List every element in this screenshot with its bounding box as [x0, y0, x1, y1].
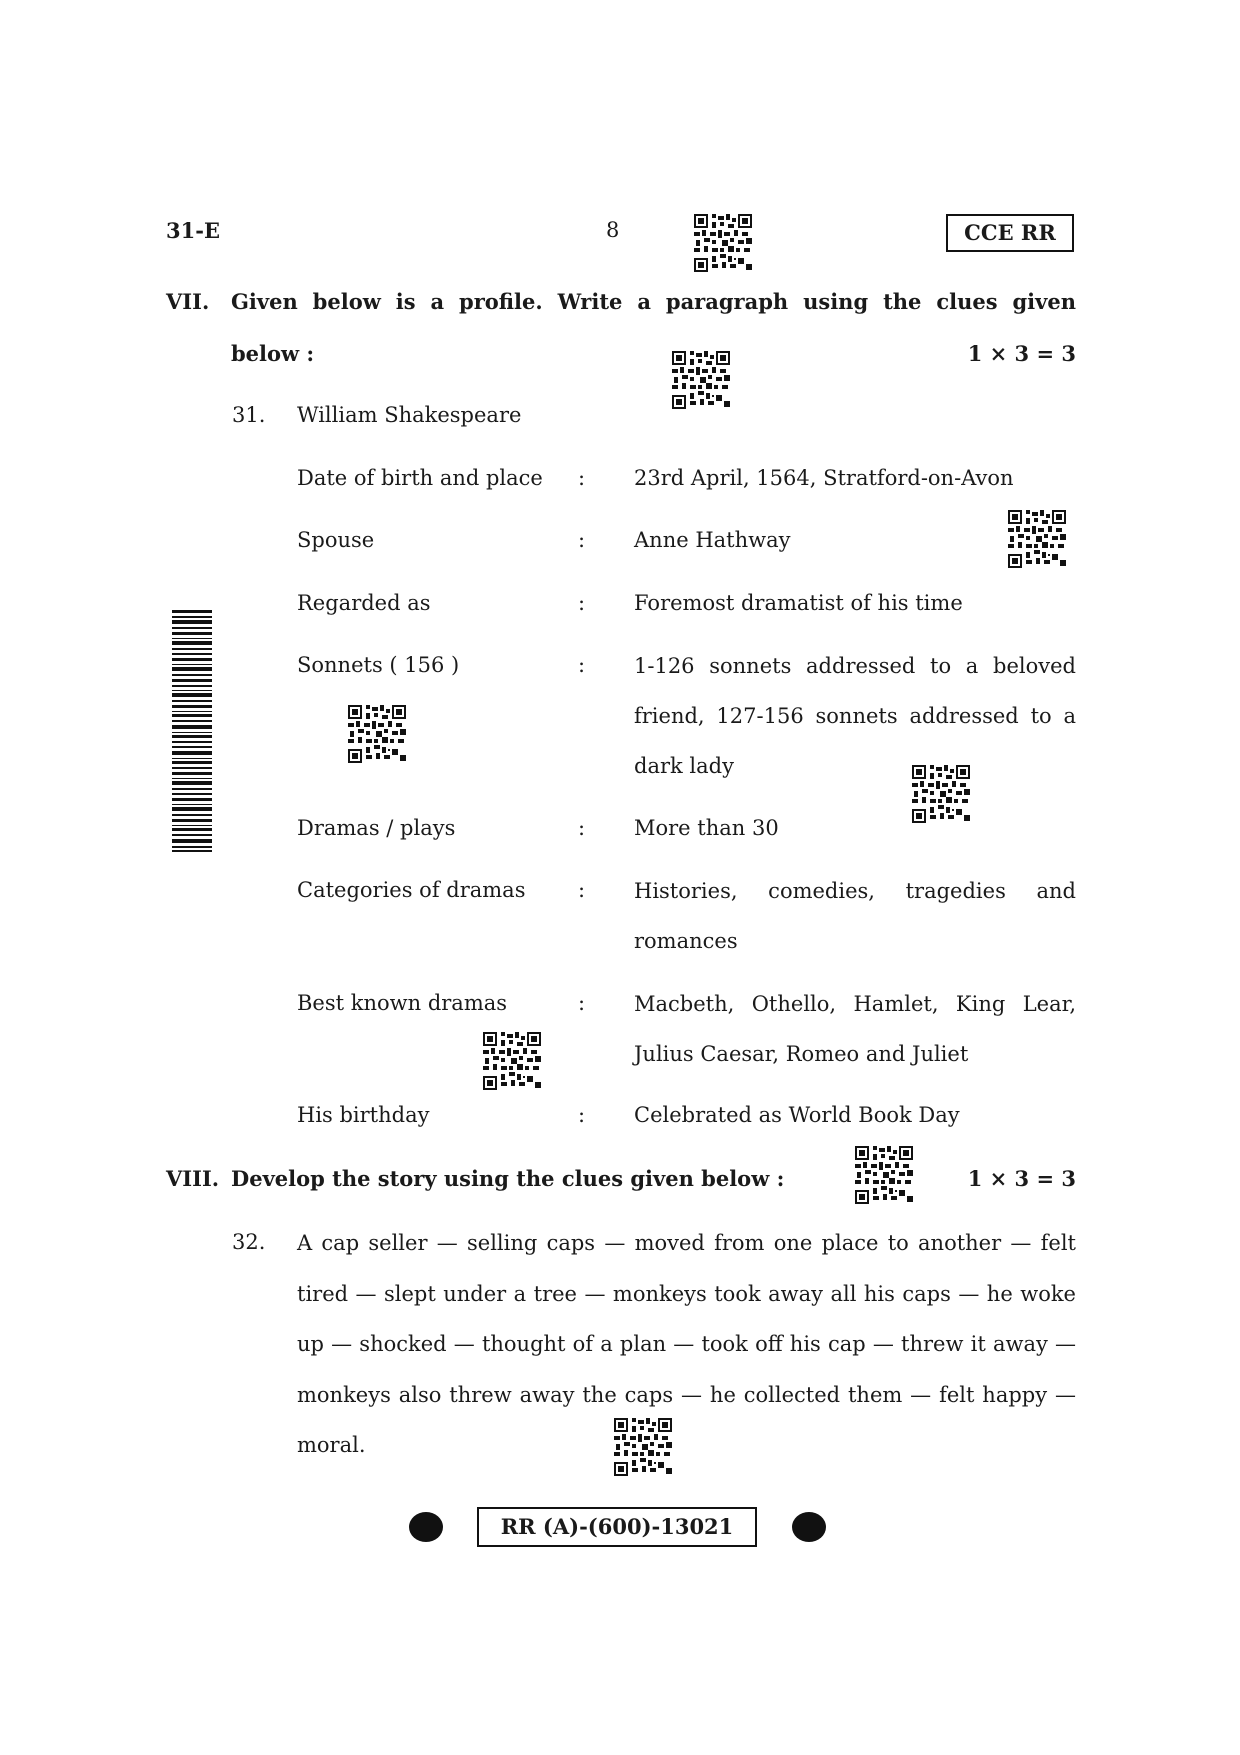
profile-label-birthday: His birthday: [297, 1103, 430, 1127]
section-7-instruction: Given below is a profile. Write a paragraph using the clues given: [231, 289, 1076, 314]
profile-label-regarded: Regarded as: [297, 591, 431, 615]
profile-label-birth: Date of birth and place: [297, 466, 543, 490]
qr-code-icon: [855, 1146, 913, 1204]
question-32-story-clues: A cap seller — selling caps — moved from one place to another — felt tired — slept under a tree — monkeys took away all his caps — he woke up — shocked — thought of a plan — took off his cap — threw it away — monkeys also threw away the caps — he collected them — felt happy — moral.: [297, 1231, 1076, 1457]
question-31-number: 31.: [232, 403, 266, 427]
profile-colon: :: [578, 653, 586, 677]
qr-code-icon: [672, 351, 730, 409]
profile-colon: :: [578, 466, 586, 490]
profile-colon: :: [578, 1103, 586, 1127]
profile-colon: :: [578, 991, 586, 1015]
section-7-numeral: VII.: [166, 289, 210, 314]
barcode-icon: [172, 610, 212, 852]
footer-code-box: RR (A)-(600)-13021: [477, 1507, 757, 1547]
profile-label-dramas: Dramas / plays: [297, 816, 456, 840]
series-box: CCE RR: [946, 214, 1074, 252]
profile-colon: :: [578, 591, 586, 615]
question-32-number: 32.: [232, 1230, 266, 1254]
profile-label-categories: Categories of dramas: [297, 878, 526, 902]
profile-value-best-known: Macbeth, Othello, Hamlet, King Lear, Julius Caesar, Romeo and Juliet: [634, 992, 1076, 1066]
section-8-marks: 1 × 3 = 3: [967, 1166, 1076, 1191]
question-31-title: William Shakespeare: [297, 403, 522, 427]
profile-colon: :: [578, 816, 586, 840]
qr-code-icon: [348, 705, 406, 763]
profile-label-spouse: Spouse: [297, 528, 375, 552]
profile-value-regarded: Foremost dramatist of his time: [634, 591, 963, 615]
profile-label-best-known: Best known dramas: [297, 991, 508, 1015]
section-8-instruction: Develop the story using the clues given below :: [231, 1166, 785, 1191]
profile-label-sonnets: Sonnets ( 156 ): [297, 653, 460, 677]
qr-code-icon: [483, 1032, 541, 1090]
section-7-instruction-cont: below :: [231, 341, 315, 366]
profile-colon: :: [578, 528, 586, 552]
profile-colon: :: [578, 878, 586, 902]
profile-value-dramas: More than 30: [634, 816, 779, 840]
page-number: 8: [606, 218, 620, 242]
paper-code: 31-E: [166, 218, 220, 243]
registration-dot-right: [792, 1512, 826, 1542]
section-7-marks: 1 × 3 = 3: [967, 341, 1076, 366]
section-8-numeral: VIII.: [166, 1166, 220, 1191]
registration-dot-left: [409, 1512, 443, 1542]
profile-value-sonnets: 1-126 sonnets addressed to a beloved friend, 127-156 sonnets addressed to a dark lady: [634, 654, 1076, 778]
profile-value-categories: Histories, comedies, tragedies and romances: [634, 879, 1076, 953]
profile-value-birthday: Celebrated as World Book Day: [634, 1103, 960, 1127]
qr-code-icon: [694, 214, 752, 272]
profile-value-spouse: Anne Hathway: [634, 528, 791, 552]
profile-value-birth: 23rd April, 1564, Stratford-on-Avon: [634, 466, 1014, 490]
